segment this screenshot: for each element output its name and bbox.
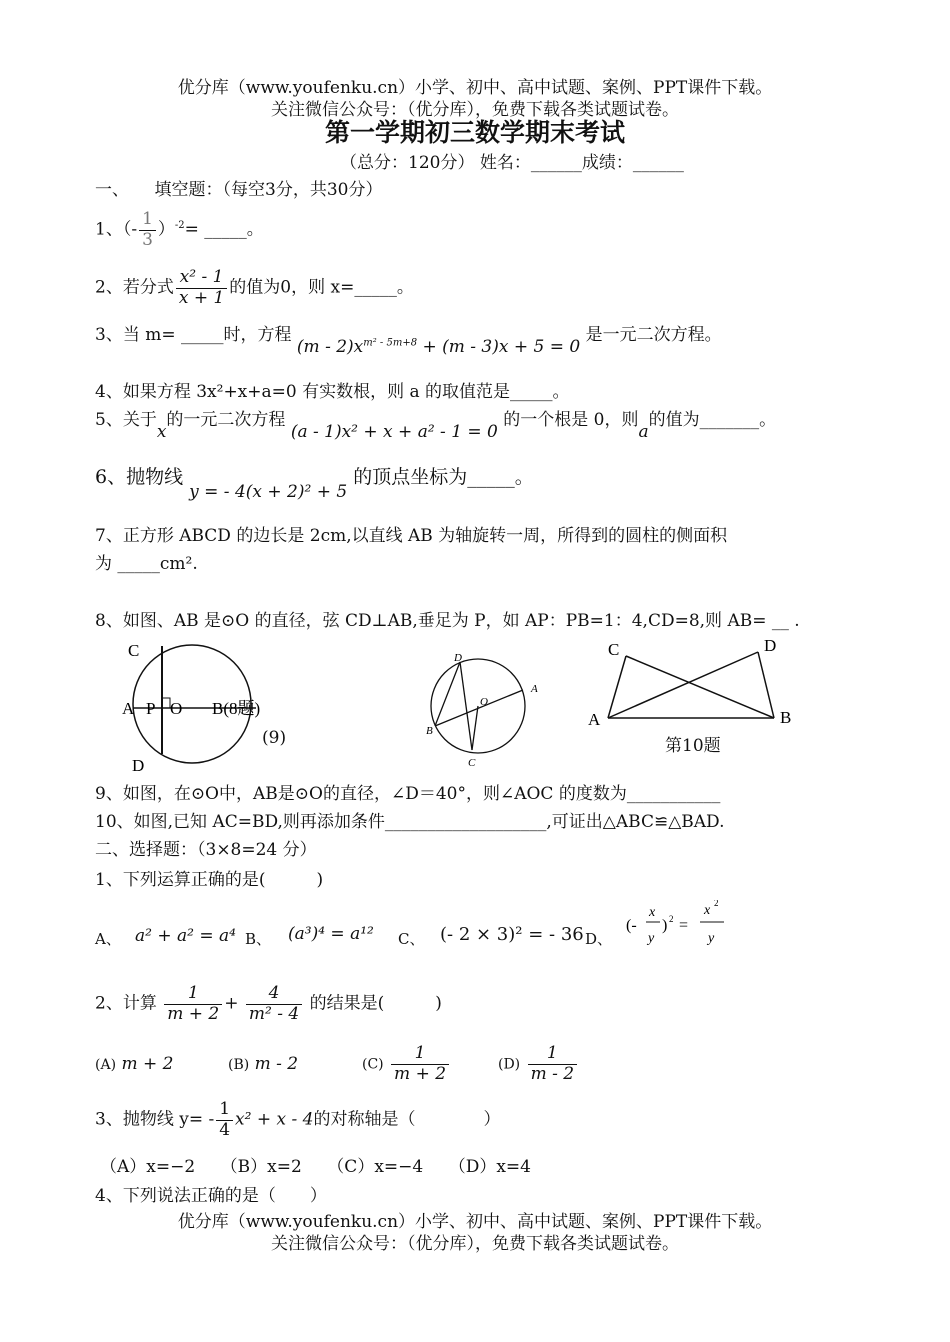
- mc1-option-d-label: D、: [585, 930, 613, 948]
- question-3: 3、当 m= _____时，方程 $(m - 2)x^{m^2 - 5m+8} + (m - 3)x + 5 = 0$ 是一元二次方程。: [95, 325, 722, 357]
- fig8-right-angle-mark: [162, 698, 170, 708]
- fig10-label-d: D: [764, 636, 777, 655]
- svg-text:x: x: [704, 903, 711, 918]
- header-line-2: 关注微信公众号：（优分库），免费下载各类试题试卷。: [271, 100, 679, 120]
- fig8-label-o: O: [170, 699, 183, 718]
- fig9-label-a: A: [531, 683, 538, 695]
- fig8-label-c: C: [128, 641, 140, 660]
- mc2-option-a: (A) m + 2: [95, 1054, 174, 1074]
- figure-9-caption: (9): [262, 728, 287, 748]
- svg-text:x: x: [649, 905, 656, 920]
- figure-10-caption: 第10题: [665, 736, 721, 756]
- question-7-line-2: 为 _____cm².: [95, 554, 198, 574]
- subtitle: （总分：120分） 姓名：______成绩：______: [340, 153, 684, 173]
- footer-line-1: 优分库（www.youfenku.cn）小学、初中、高中试题、案例、PPT课件下载。: [177, 1212, 773, 1232]
- mc-question-4: 4、下列说法正确的是（ ）: [95, 1186, 327, 1206]
- mc3-options: （A）x=−2 （B）x=2 （C）x=−4 （D）x=4: [100, 1157, 531, 1177]
- fig10-side-bd: [758, 652, 774, 718]
- question-1: 1、（- $\frac{1}{3}$ ）$^{-2}$= _____。: [95, 209, 264, 250]
- mc-question-3: 3、抛物线 y= - $\frac{1}{4}$ x² + x - 4的对称轴是（ ）: [95, 1099, 501, 1140]
- figure-10: [580, 632, 810, 732]
- fig9-label-d: D: [454, 652, 462, 664]
- mc2-option-b: (B) m - 2: [228, 1054, 299, 1074]
- question-2: 2、若分式 $\frac{\text{x² - 1}}{x + 1}$ 的值为0，则 x=_____。: [95, 267, 414, 308]
- fig9-chord-db: [435, 662, 460, 726]
- svg-text:2: 2: [714, 900, 719, 908]
- fig10-side-ac: [608, 656, 626, 718]
- fig8-label-a: A: [122, 699, 135, 718]
- question-9: 9、如图，在⊙O中，AB是⊙O的直径，∠D＝40°，则∠AOC 的度数为___________: [95, 784, 721, 804]
- fig10-side-ad: [608, 652, 758, 718]
- question-8: 8、如图、AB 是⊙O 的直径，弦 CD⊥AB,垂足为 P，如 AP：PB=1：4,CD=8,则 AB= __ .: [95, 611, 800, 631]
- mc1-option-c: (- 2 × 3)² = - 36: [440, 924, 584, 945]
- question-4: 4、如果方程 3x²+x+a=0 有实数根，则 a 的取值范是_____。: [95, 382, 570, 402]
- question-7-line-1: 7、正方形 ABCD 的边长是 2cm,以直线 AB 为轴旋转一周，所得到的圆柱的侧面积: [95, 526, 728, 546]
- svg-text:y: y: [648, 931, 655, 946]
- question-5: 5、关于x的一元二次方程 (a - 1)x² + x + a² - 1 = 0 的一个根是 0，则a的值为_______。: [95, 410, 777, 442]
- fig10-side-cb: [626, 656, 774, 718]
- section-2-heading: 二、选择题：（3×8=24 分）: [95, 840, 317, 860]
- mc2-option-c: (C) $\frac{1}{m + 2}$: [362, 1044, 451, 1084]
- page-title: 第一学期初三数学期末考试: [324, 118, 625, 147]
- fig10-label-b: B: [780, 708, 792, 727]
- question-6: 6、抛物线 y = - 4(x + 2)² + 5 的顶点坐标为_____。: [95, 466, 534, 502]
- svg-text:y: y: [708, 931, 715, 946]
- svg-text:2: 2: [669, 914, 674, 924]
- mc1-option-c-label: C、: [398, 930, 425, 948]
- fig8-label-d: D: [132, 756, 145, 775]
- svg-text:(-: (-: [626, 917, 637, 934]
- footer-line-2: 关注微信公众号：（优分库），免费下载各类试题试卷。: [271, 1234, 679, 1254]
- figure-9: [420, 650, 550, 770]
- mc1-option-a: a² + a² = a⁴: [135, 926, 236, 946]
- fig9-label-c: C: [468, 757, 476, 769]
- fig9-label-b: B: [426, 725, 433, 737]
- question-10: 10、如图,已知 AC=BD,则再添加条件___________________,可证出△ABC≌△BAD.: [95, 812, 725, 832]
- fig9-label-o: O: [480, 696, 488, 708]
- mc-question-1: 1、下列运算正确的是( ): [95, 870, 324, 890]
- svg-text:=: =: [679, 917, 689, 934]
- mc1-option-b: (a³)⁴ = a¹²: [288, 924, 374, 944]
- fig9-chord-dc: [460, 662, 472, 750]
- mc1-option-a-label: A、: [95, 930, 121, 948]
- svg-text:): ): [662, 917, 668, 934]
- mc1-option-b-label: B、: [245, 930, 272, 948]
- header-line-1: 优分库（www.youfenku.cn）小学、初中、高中试题、案例、PPT课件下载。: [177, 78, 773, 98]
- figure-8: [110, 636, 300, 786]
- fig10-label-c: C: [608, 640, 620, 659]
- mc1-option-d: [622, 900, 732, 952]
- fig8-label-p: P: [146, 699, 156, 718]
- mc2-option-d: (D) $\frac{1}{m - 2}$: [498, 1044, 579, 1084]
- fig9-radius-oc: [472, 706, 478, 750]
- fig10-label-a: A: [588, 710, 601, 729]
- fig8-label-b: B(8题): [212, 699, 261, 718]
- mc-question-2: 2、计算 $\frac{1}{m + 2}$ + $\frac{4}{\text{m² - 4}}$ 的结果是( ): [95, 983, 442, 1024]
- section-1-heading: 一、 填空题：（每空3分，共30分）: [95, 180, 383, 200]
- fig9-diameter-ab: [435, 690, 523, 726]
